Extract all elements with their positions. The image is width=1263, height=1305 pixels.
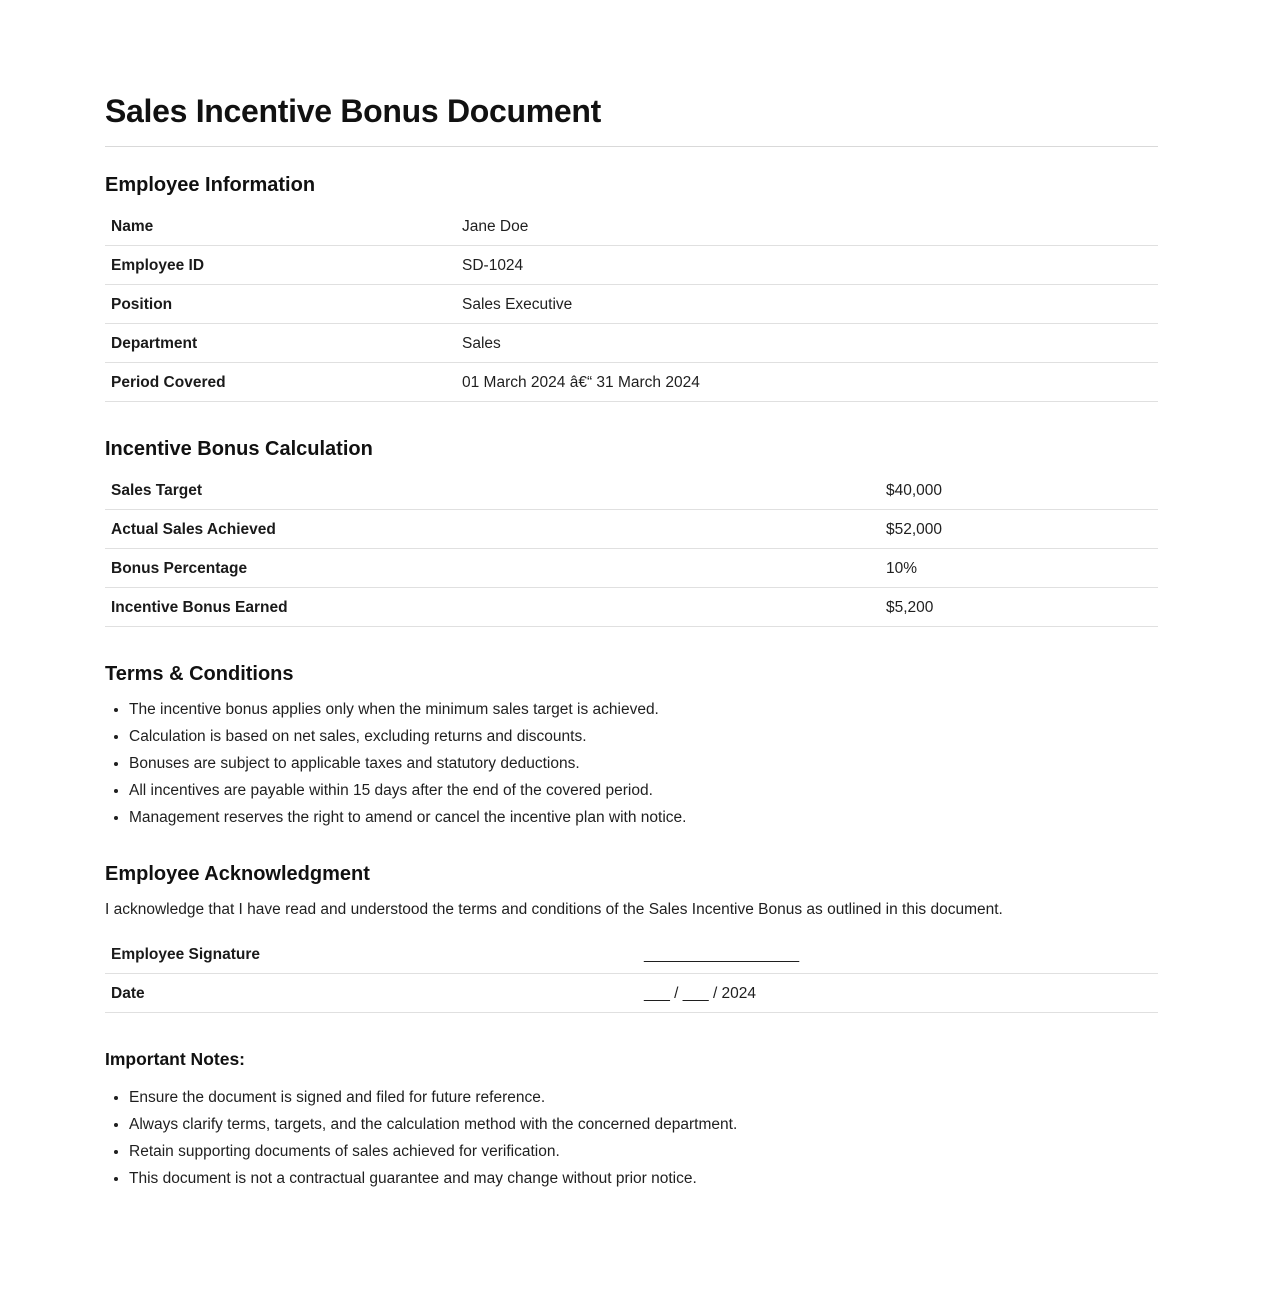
row-value-period-covered: 01 March 2024 â€“ 31 March 2024	[456, 363, 1158, 402]
page-title: Sales Incentive Bonus Document	[105, 93, 602, 129]
date-line: ___ / ___ / 2024	[638, 974, 1158, 1013]
list-item: • All incentives are payable within 15 days after the end of the covered period.	[129, 781, 1158, 800]
table-row	[105, 363, 1158, 402]
section-heading-important-notes: Important Notes:	[105, 1049, 245, 1070]
row-value-position: Sales Executive	[456, 285, 1158, 324]
row-label-incentive-bonus-earned: Incentive Bonus Earned	[105, 588, 880, 627]
table-row	[105, 207, 1158, 246]
list-item: • Calculation is based on net sales, excluding returns and discounts.	[129, 727, 1158, 746]
row-value-department: Sales	[456, 324, 1158, 363]
row-value-bonus-percentage: 10%	[880, 549, 1158, 588]
table-row	[105, 510, 1158, 549]
row-label-name: Name	[105, 207, 456, 246]
table-row	[105, 588, 1158, 627]
row-label-sales-target: Sales Target	[105, 471, 880, 510]
table-row	[105, 549, 1158, 588]
list-item: • Always clarify terms, targets, and the calculation method with the concerned department.	[129, 1115, 1158, 1134]
row-value-name: Jane Doe	[456, 207, 1158, 246]
table-row	[105, 935, 1158, 974]
section-heading-incentive-bonus-calculation: Incentive Bonus Calculation	[105, 438, 373, 461]
important-notes-list	[105, 1088, 1158, 1188]
row-label-employee-id: Employee ID	[105, 246, 456, 285]
acknowledgment-paragraph: I acknowledge that I have read and understood the terms and conditions of the Sales Incentive Bonus as outlined in this document.	[105, 901, 1003, 919]
acknowledgment-table	[105, 935, 1158, 1013]
row-value-employee-id: SD-1024	[456, 246, 1158, 285]
row-label-employee-signature: Employee Signature	[105, 935, 638, 974]
list-item: • Bonuses are subject to applicable taxes and statutory deductions.	[129, 754, 1158, 773]
row-label-department: Department	[105, 324, 456, 363]
title-divider	[105, 146, 1158, 147]
row-label-period-covered: Period Covered	[105, 363, 456, 402]
section-heading-terms-conditions: Terms & Conditions	[105, 663, 294, 686]
table-row	[105, 324, 1158, 363]
row-label-bonus-percentage: Bonus Percentage	[105, 549, 880, 588]
document-content	[105, 0, 1158, 1188]
table-row	[105, 285, 1158, 324]
table-row	[105, 246, 1158, 285]
table-row	[105, 974, 1158, 1013]
employee-information-table	[105, 207, 1158, 402]
row-label-date: Date	[105, 974, 638, 1013]
row-label-position: Position	[105, 285, 456, 324]
section-heading-employee-acknowledgment: Employee Acknowledgment	[105, 863, 370, 886]
list-item: • The incentive bonus applies only when the minimum sales target is achieved.	[129, 700, 1158, 719]
row-value-sales-target: $40,000	[880, 471, 1158, 510]
row-value-actual-sales-achieved: $52,000	[880, 510, 1158, 549]
incentive-bonus-calculation-table	[105, 471, 1158, 627]
list-item: • This document is not a contractual guarantee and may change without prior notice.	[129, 1169, 1158, 1188]
list-item: • Management reserves the right to amend or cancel the incentive plan with notice.	[129, 808, 1158, 827]
row-value-incentive-bonus-earned: $5,200	[880, 588, 1158, 627]
section-heading-employee-information: Employee Information	[105, 174, 316, 197]
table-row	[105, 471, 1158, 510]
terms-conditions-list	[105, 700, 1158, 827]
signature-line: __________________	[638, 935, 1158, 974]
row-label-actual-sales-achieved: Actual Sales Achieved	[105, 510, 880, 549]
list-item: • Retain supporting documents of sales achieved for verification.	[129, 1142, 1158, 1161]
list-item: • Ensure the document is signed and filed for future reference.	[129, 1088, 1158, 1107]
